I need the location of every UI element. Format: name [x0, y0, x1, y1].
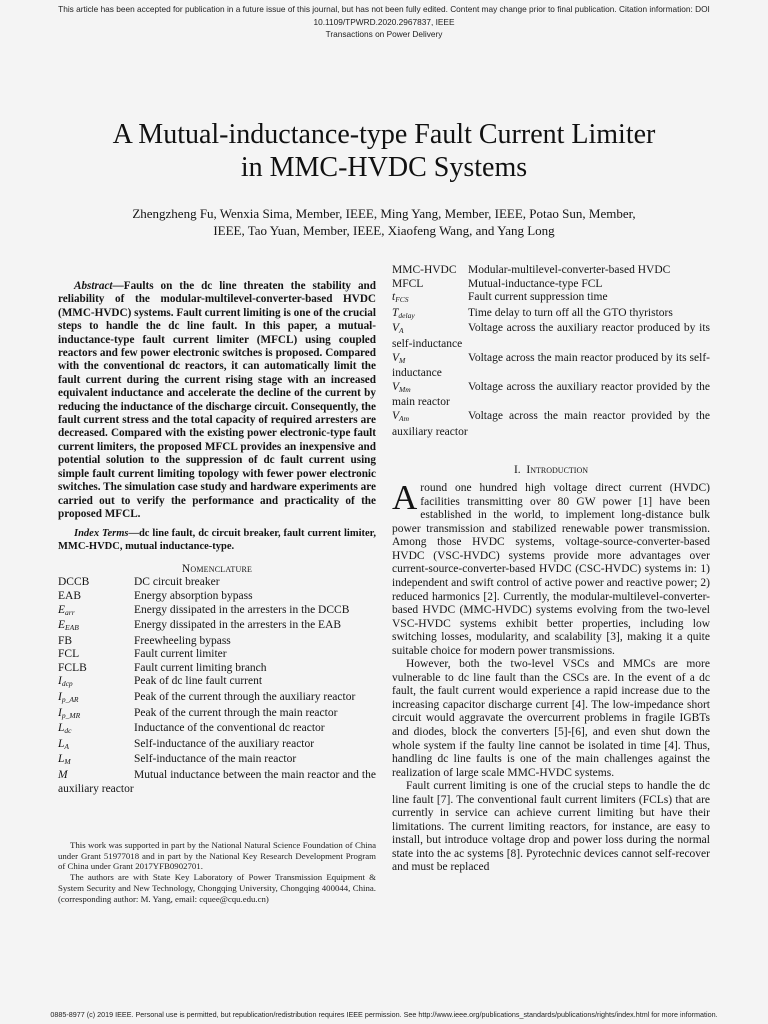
footnote: [58, 840, 376, 904]
index-terms-text: —dc line fault, dc circuit breaker, fault current limiter, MMC-HVDC, mutual inductance-type.: [58, 528, 376, 553]
nomenclature-symbol: t: [392, 291, 396, 304]
nomenclature-term: [392, 410, 468, 426]
nomenclature-subscript: M: [64, 757, 71, 767]
nomenclature-row: [392, 278, 710, 292]
nomenclature-description: Freewheeling bypass: [134, 634, 231, 647]
header-line-1: This article has been accepted for publication in a future issue of this journal, but has not been fully edited. Content may change prior to final publication. Citation information: DOI 10.1109/TPWRD.2020.2967837, IEEE: [58, 4, 710, 27]
nomenclature-row: [392, 291, 710, 307]
nomenclature-row: [58, 691, 376, 707]
nomenclature-row: [58, 769, 376, 796]
right-column: [392, 264, 710, 875]
intro-paragraph-2: However, both the two-level VSCs and MMCs are more vulnerable to dc line fault than the CSCs are. In the event of a dc fault, the fault current would experience a rapid increase due to the increasing capacitor discharge current [4]. The low-impedance short circuit would aggravate the overcurrent problems in fragile IGBTs and diodes, block the converters [5]-[6], and even shut down the whole system if the faulty line cannot be isolated in time [4]. Thus, handling dc line faults is one of the main challenges against the realization of large scale MMC-HVDC systems.: [392, 658, 710, 779]
nomenclature-row: [392, 322, 710, 351]
nomenclature-description: Peak of the current through the auxiliary reactor: [134, 691, 356, 704]
left-column: [58, 280, 376, 796]
nomenclature-row: [58, 604, 376, 620]
index-terms: [58, 527, 376, 553]
nomenclature-description: Peak of the current through the main reactor: [134, 706, 338, 719]
nomenclature-row: [58, 722, 376, 738]
nomenclature-description: Mutual inductance between the main reactor and the auxiliary reactor: [58, 769, 376, 795]
nomenclature-symbol: I: [58, 706, 62, 719]
nomenclature-description: Fault current suppression time: [468, 291, 608, 304]
nomenclature-term: [58, 753, 134, 769]
nomenclature-symbol: I: [58, 691, 62, 704]
nomenclature-list: [58, 576, 376, 796]
nomenclature-row: [58, 675, 376, 691]
nomenclature-symbol: E: [58, 619, 66, 632]
header-line-2: Transactions on Power Delivery: [325, 29, 443, 39]
nomenclature-subscript: delay: [398, 310, 415, 320]
authors-line-1: Zhengzheng Fu, Wenxia Sima, Member, IEEE, Ming Yang, Member, IEEE, Potao Sun, Member,: [132, 206, 636, 221]
nomenclature-term: DCCB: [58, 576, 90, 589]
nomenclature-term: FCLB: [58, 661, 87, 674]
nomenclature-subscript: dcp: [61, 679, 73, 689]
nomenclature-description: Voltage across the auxiliary reactor provided by the main reactor: [392, 380, 710, 409]
nomenclature-term: [58, 691, 134, 707]
nomenclature-description: Self-inductance of the main reactor: [134, 753, 297, 766]
nomenclature-subscript: arr: [65, 607, 75, 617]
nomenclature-row: [58, 648, 376, 662]
nomenclature-subscript: A: [64, 741, 69, 751]
nomenclature-subscript: dc: [64, 726, 72, 736]
nomenclature-heading: Nomenclature: [181, 563, 253, 576]
intro-paragraph-1: [392, 478, 710, 658]
nomenclature-row: [58, 590, 376, 604]
nomenclature-description: Fault current limiting branch: [134, 661, 267, 674]
nomenclature-symbol: L: [58, 722, 65, 735]
nomenclature-row: [58, 635, 376, 649]
nomenclature-term: FCL: [58, 648, 80, 661]
nomenclature-term: [392, 352, 468, 368]
nomenclature-term: [392, 307, 468, 323]
nomenclature-term: [58, 769, 134, 783]
nomenclature-description: Inductance of the conventional dc reactor: [134, 722, 325, 735]
nomenclature-subscript: EAB: [65, 623, 79, 633]
nomenclature-symbol: M: [58, 769, 68, 782]
nomenclature-subscript: Mm: [399, 384, 411, 394]
nomenclature-term: [392, 291, 468, 307]
nomenclature-symbol: V: [392, 322, 400, 335]
drop-cap: A: [392, 478, 418, 518]
nomenclature-description: Peak of dc line fault current: [134, 675, 263, 688]
nomenclature-row: [392, 352, 710, 381]
nomenclature-term: [58, 738, 134, 754]
abstract: [58, 280, 376, 521]
nomenclature-description: Modular-multilevel-converter-based HVDC: [468, 264, 671, 276]
nomenclature-term: FB: [58, 634, 73, 647]
nomenclature-list-continued: [392, 264, 710, 439]
nomenclature-symbol: I: [58, 675, 62, 688]
author-list: [80, 206, 688, 239]
nomenclature-term: EAB: [58, 589, 81, 602]
nomenclature-row: [58, 738, 376, 754]
nomenclature-description: Fault current limiter: [134, 648, 227, 661]
section-number: I.: [513, 464, 521, 477]
nomenclature-symbol: E: [58, 603, 66, 616]
nomenclature-row: [58, 753, 376, 769]
title-line-2: in MMC-HVDC Systems: [240, 152, 528, 183]
nomenclature-description: Energy dissipated in the arresters in the EAB: [134, 619, 342, 632]
nomenclature-symbol: L: [58, 753, 65, 766]
nomenclature-term: [58, 619, 134, 635]
nomenclature-description: Voltage across the main reactor provided by the auxiliary reactor: [392, 409, 710, 438]
copyright-footer: 0885-8977 (c) 2019 IEEE. Personal use is permitted, but republication/redistribution requires IEEE permission. See http://www.ieee.org/publications_standards/publications/rights/index.html for more information.: [50, 1010, 718, 1019]
nomenclature-subscript: p_MR: [61, 710, 81, 720]
nomenclature-term: [58, 675, 134, 691]
nomenclature-subscript: Am: [399, 413, 410, 423]
nomenclature-description: Energy dissipated in the arresters in the DCCB: [134, 603, 350, 616]
nomenclature-term: MFCL: [392, 277, 424, 290]
index-terms-lead: Index Terms: [74, 528, 129, 540]
intro-paragraph-1-text: round one hundred high voltage direct current (HVDC) facilities transmitting over 80 GW power [1] have been established in the world, to implement long-distance bulk power transmission and stabilized renewable power transmission. Among those HVDC systems, voltage-source-converter-based HVDC (VSC-HVDC) systems provide more advantages over current-source-converter-based HVDC (CSC-HVDC) systems in: 1) independent and swift control of active power and reactive power; 2) reduced harmonics [2]. Currently, the modular-multilevel-converter-based HVDC (MMC-HVDC) systems evolving from the two-level VSC-HVDC systems exhibit better properties, including low switching losses, modularity, and scalability [3], making it a quite suitable choice for modern power transmissions.: [392, 482, 710, 657]
title-line-1: A Mutual-inductance-type Fault Current Limiter: [112, 119, 656, 150]
footnote-funding: This work was supported in part by the National Natural Science Foundation of China under Grant 51977018 and in part by the National Key Research Development Program of China under Grant 2017YFB0902701.: [58, 840, 376, 872]
nomenclature-description: Time delay to turn off all the GTO thyristors: [468, 306, 673, 319]
introduction-body: [392, 478, 710, 875]
nomenclature-term: MMC-HVDC: [392, 264, 457, 276]
nomenclature-term: [58, 707, 134, 723]
nomenclature-symbol: V: [392, 380, 400, 393]
nomenclature-description: Voltage across the auxiliary reactor produced by its self-inductance: [392, 322, 710, 350]
nomenclature-term: [58, 722, 134, 738]
nomenclature-row: [392, 264, 710, 278]
nomenclature-description: Energy absorption bypass: [134, 589, 253, 602]
nomenclature-subscript: A: [399, 326, 404, 336]
introduction-heading: [392, 464, 710, 476]
nomenclature-term: [392, 322, 468, 338]
nomenclature-term: [392, 381, 468, 397]
nomenclature-row: [58, 662, 376, 676]
nomenclature-symbol: V: [392, 409, 400, 422]
abstract-text: —Faults on the dc line threaten the stability and reliability of the modular-multilevel-converter-based HVDC (MMC-HVDC) systems. Fault current limiting is one of the crucial steps to handle the dc line fault. In this paper, a mutual-inductance-type fault current limiter (MFCL) using coupled reactors and few power electronic switches is proposed. Compared with the conventional dc reactors, it can automatically limit the fault current during the current rising stage with an increased equivalent inductance and accelerate the decline of the current by reducing the inductance of the discharge circuit. Consequently, the fault current stress and the total capacity of required arresters are decreased. Compared with the existing power electronic-type fault current limiters, the proposed MFCL provides an inexpensive and potential solution to the suppression of dc fault current using simple fault current limiting topology with fewer power electronic switches. The simulation case study and hardware experiments are carried out to verify the performance and practicality of the proposed MFCL.: [58, 280, 376, 520]
paper-title: [40, 118, 728, 184]
nomenclature-subscript: p_AR: [61, 695, 79, 705]
nomenclature-description: Voltage across the main reactor produced by its self-inductance: [392, 351, 710, 380]
nomenclature-symbol: V: [392, 351, 400, 364]
nomenclature-term: [58, 604, 134, 620]
nomenclature-description: DC circuit breaker: [134, 576, 220, 589]
footnote-affiliation: The authors are with State Key Laboratory of Power Transmission Equipment & System Security and New Technology, Chongqing University, Chongqing 400044, China. (corresponding author: M. Yang, email: cquee@cqu.edu.cn): [58, 872, 376, 904]
nomenclature-symbol: L: [58, 737, 65, 750]
nomenclature-row: [58, 576, 376, 590]
nomenclature-description: Mutual-inductance-type FCL: [468, 277, 603, 290]
intro-paragraph-3: Fault current limiting is one of the crucial steps to handle the dc line fault [7]. The conventional fault current limiters (FCLs) that are currently in service can achieve current limiting but have their limitations. The current limiting reactors, for instance, are easy to install, but introduce voltage drop and power loss during the normal state into the ac systems [8]. Pyrotechnic devices cannot self-recover and must be replaced: [392, 780, 710, 874]
nomenclature-description: Self-inductance of the auxiliary reactor: [134, 737, 315, 750]
journal-header: [8, 3, 760, 41]
nomenclature-row: [58, 619, 376, 635]
section-title: Introduction: [526, 464, 589, 477]
nomenclature-subscript: M: [399, 355, 406, 365]
nomenclature-row: [392, 410, 710, 439]
nomenclature-row: [392, 381, 710, 410]
nomenclature-row: [58, 707, 376, 723]
nomenclature-symbol: T: [392, 306, 399, 319]
nomenclature-subscript: FCS: [395, 295, 409, 305]
authors-line-2: IEEE, Tao Yuan, Member, IEEE, Xiaofeng Wang, and Yang Long: [213, 222, 555, 238]
nomenclature-row: [392, 307, 710, 323]
abstract-lead: Abstract: [74, 280, 113, 292]
